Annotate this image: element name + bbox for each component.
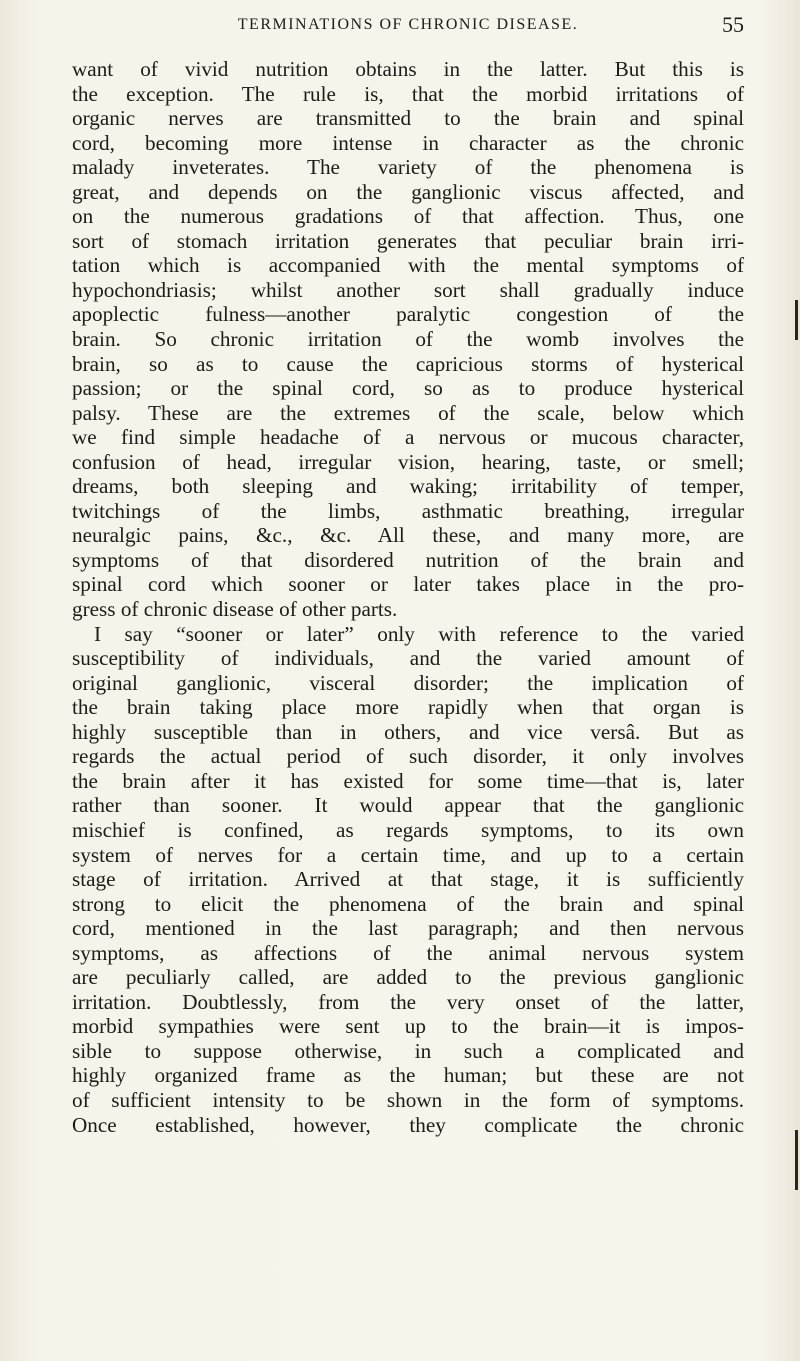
text-line: mischief is confined, as regards symptoms, to its own [72,817,744,842]
text-line: on the numerous gradations of that affection. Thus, one [72,204,744,229]
text-line: the exception. The rule is, that the morbid irritations of [72,81,744,106]
text-line: twitchings of the limbs, asthmatic breathing, irregular [72,498,744,523]
text-line: sort of stomach irritation generates that peculiar brain irri- [72,228,744,253]
text-line: rather than sooner. It would appear that the ganglionic [72,793,744,818]
body-text [72,57,744,1137]
text-line: neuralgic pains, &c., &c. All these, and many more, are [72,523,744,548]
text-line: system of nerves for a certain time, and up to a certain [72,842,744,867]
text-line: cord, becoming more intense in character as the chronic [72,130,744,155]
text-line: the brain taking place more rapidly when that organ is [72,695,744,720]
text-line: Once established, however, they complicate the chronic [72,1112,744,1137]
text-line: irritation. Doubtlessly, from the very onset of the latter, [72,989,744,1014]
text-line: apoplectic fulness—another paralytic congestion of the [72,302,744,327]
page-edge-shadow [795,1130,798,1190]
text-line: symptoms, as affections of the animal nervous system [72,940,744,965]
text-line: sible to suppose otherwise, in such a complicated and [72,1038,744,1063]
text-line: regards the actual period of such disorder, it only involves [72,744,744,769]
page-edge-shadow [795,300,798,340]
text-line: brain. So chronic irritation of the womb involves the [72,327,744,352]
text-line: highly organized frame as the human; but these are not [72,1063,744,1088]
text-line: of sufficient intensity to be shown in the form of symptoms. [72,1087,744,1112]
text-line: gress of chronic disease of other parts. [72,597,398,622]
text-line: stage of irritation. Arrived at that stage, it is sufficiently [72,867,744,892]
text-line: brain, so as to cause the capricious storms of hysterical [72,351,744,376]
text-line: passion; or the spinal cord, so as to produce hysterical [72,376,744,401]
text-line: the brain after it has existed for some time—that is, later [72,768,744,793]
text-line: tation which is accompanied with the mental symptoms of [72,253,744,278]
running-head: TERMINATIONS OF CHRONIC DISEASE. [237,16,579,33]
page-header [72,12,744,42]
text-line: organic nerves are transmitted to the brain and spinal [72,106,744,131]
text-line: strong to elicit the phenomena of the brain and spinal [72,891,744,916]
text-line: want of vivid nutrition obtains in the latter. But this is [72,57,744,81]
text-line: great, and depends on the ganglionic viscus affected, and [72,179,744,204]
text-line: are peculiarly called, are added to the previous ganglionic [72,965,744,990]
page-number: 55 [722,12,744,37]
text-line: highly susceptible than in others, and vice versâ. But as [72,719,744,744]
text-line: morbid sympathies were sent up to the brain—it is impos- [72,1014,744,1039]
text-line: I say “sooner or later” only with reference to the varied [94,621,744,646]
text-line: palsy. These are the extremes of the scale, below which [72,400,744,425]
text-line: original ganglionic, visceral disorder; the implication of [72,670,744,695]
text-line: symptoms of that disordered nutrition of the brain and [72,547,744,572]
text-line: spinal cord which sooner or later takes place in the pro- [72,572,744,597]
text-line: confusion of head, irregular vision, hearing, taste, or smell; [72,449,744,474]
text-line: we find simple headache of a nervous or mucous character, [72,425,744,450]
text-line: cord, mentioned in the last paragraph; and then nervous [72,916,744,941]
text-line: malady inveterates. The variety of the phenomena is [72,155,744,180]
text-line: hypochondriasis; whilst another sort shall gradually induce [72,277,744,302]
text-line: susceptibility of individuals, and the varied amount of [72,646,744,671]
text-line: dreams, both sleeping and waking; irritability of temper, [72,474,744,499]
